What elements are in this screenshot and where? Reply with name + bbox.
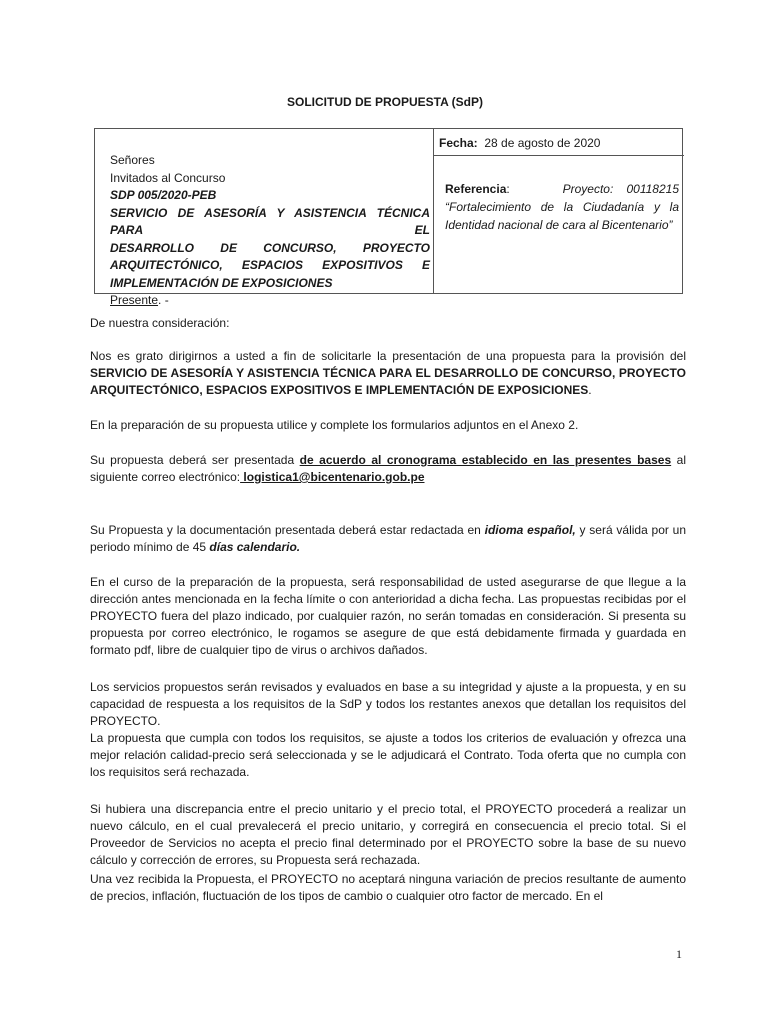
p1-text: Nos es grato dirigirnos a usted a fin de solicitarle la presentación de una propuesta para la provisión del: [90, 349, 686, 363]
paragraph-deadline: [90, 574, 686, 659]
header-table: [94, 128, 683, 307]
email-link[interactable]: logistica1@bicentenario.gob.pe: [240, 470, 425, 484]
addressee-line-2: Invitados al Concurso: [110, 170, 226, 185]
page-title: SOLICITUD DE PROPUESTA (SdP): [286, 95, 483, 109]
p6-text: Los servicios propuestos serán revisados y evaluados en base a su integridad y ajuste a la propuesta, y en su capacidad de respuesta a los requisitos de la SdP y todos los restantes anexos que detallan los requisitos del PROYECTO.: [90, 680, 686, 728]
p4-text: Su Propuesta y la documentación presentada deberá estar redactada en: [90, 523, 485, 537]
p4-days: días calendario.: [209, 540, 301, 554]
service-title-line-2: DESARROLLO DE CONCURSO, PROYECTO: [110, 240, 430, 255]
presente-suffix: . -: [158, 293, 169, 307]
paragraph-submission: [90, 452, 686, 486]
p1-end: .: [588, 383, 592, 397]
p4-language: idioma español,: [484, 523, 576, 537]
reference-text: Proyecto: 00118215 “Fortalecimiento de la Ciudadanía y la Identidad nacional de cara al Bicentenario”: [445, 182, 679, 232]
presente-text: Presente: [110, 293, 159, 307]
sdp-code: SDP 005/2020-PEB: [110, 188, 217, 202]
service-title-line-3: ARQUITECTÓNICO, ESPACIOS EXPOSITIVOS E: [110, 258, 430, 272]
reference-colon: :: [506, 182, 510, 196]
addressee-line-1: Señores: [110, 153, 155, 167]
p5-text: En el curso de la preparación de la propuesta, será responsabilidad de usted asegurarse de que llegue a la dirección antes mencionada en la fecha límite o con anterioridad a dicha fecha. Las propuestas recibidas por el PROYECTO fuera del plazo indicado, por cualquier razón, no serán tomadas en consideración. Si presenta su propuesta por correo electrónico, le rogamos se asegure de que está debidamente firmada y guardada en formato pdf, libre de cualquier tipo de virus o archivos dañados.: [90, 575, 686, 657]
paragraph-language: [90, 522, 686, 556]
p3-text-2: al siguiente correo electrónico:: [90, 453, 686, 484]
reference-label: Referencia: [445, 182, 507, 196]
date-label: Fecha:: [439, 136, 478, 150]
paragraph-intro: [90, 348, 686, 399]
paragraph-discrepancy: [90, 801, 686, 869]
service-title-line-1: SERVICIO DE ASESORÍA Y ASISTENCIA TÉCNICA PARA EL: [110, 205, 430, 237]
p7-text: La propuesta que cumpla con todos los requisitos, se ajuste a todos los criterios de evaluación y ofrezca una mejor relación calidad-precio será seleccionada y se le adjudicará el Contrato. Toda oferta que no cumpla con los requisitos será rechazada.: [90, 731, 686, 779]
presente-line: [110, 292, 430, 310]
p1-service-name: SERVICIO DE ASESORÍA Y ASISTENCIA TÉCNICA PARA EL DESARROLLO DE CONCURSO, PROYECTO ARQUITECTÓNICO, ESPACIOS EXPOSITIVOS E IMPLEMENTACIÓN DE EXPOSICIONES: [90, 366, 686, 397]
date-row: [434, 129, 684, 156]
addressee-block: [110, 152, 430, 310]
page-number: 1: [676, 947, 682, 961]
greeting-text: De nuestra consideración:: [90, 316, 230, 330]
p2-text: En la preparación de su propuesta utilice y complete los formularios adjuntos en el Anexo 2.: [90, 418, 579, 432]
p3-text: Su propuesta deberá ser presentada: [90, 453, 300, 467]
p4-text-2: y será válida por un periodo mínimo de 45: [90, 523, 686, 554]
p9-text: Una vez recibida la Propuesta, el PROYECTO no aceptará ninguna variación de precios resultante de aumento de precios, inflación, fluctuación de los tipos de cambio o cualquier otro factor de mercado. En el: [90, 872, 686, 903]
header-right-column: [433, 129, 684, 293]
date-value: 28 de agosto de 2020: [484, 136, 601, 150]
p3-schedule: de acuerdo al cronograma establecido en las presentes bases: [299, 453, 672, 467]
paragraph-price-variation: [90, 871, 686, 905]
paragraph-forms: [90, 417, 686, 434]
greeting: [90, 315, 686, 332]
reference-block: [434, 156, 684, 234]
paragraph-evaluation: [90, 679, 686, 781]
p8-text: Si hubiera una discrepancia entre el precio unitario y el precio total, el PROYECTO procederá a realizar un nuevo cálculo, en el cual prevalecerá el precio unitario, y corregirá en consecuencia el precio total. Si el Proveedor de Servicios no acepta el precio final determinado por el PROYECTO sobre la base de su nuevo cálculo y corrección de errores, su Propuesta será rechazada.: [90, 802, 686, 867]
service-title-line-4: IMPLEMENTACIÓN DE EXPOSICIONES: [110, 275, 333, 290]
